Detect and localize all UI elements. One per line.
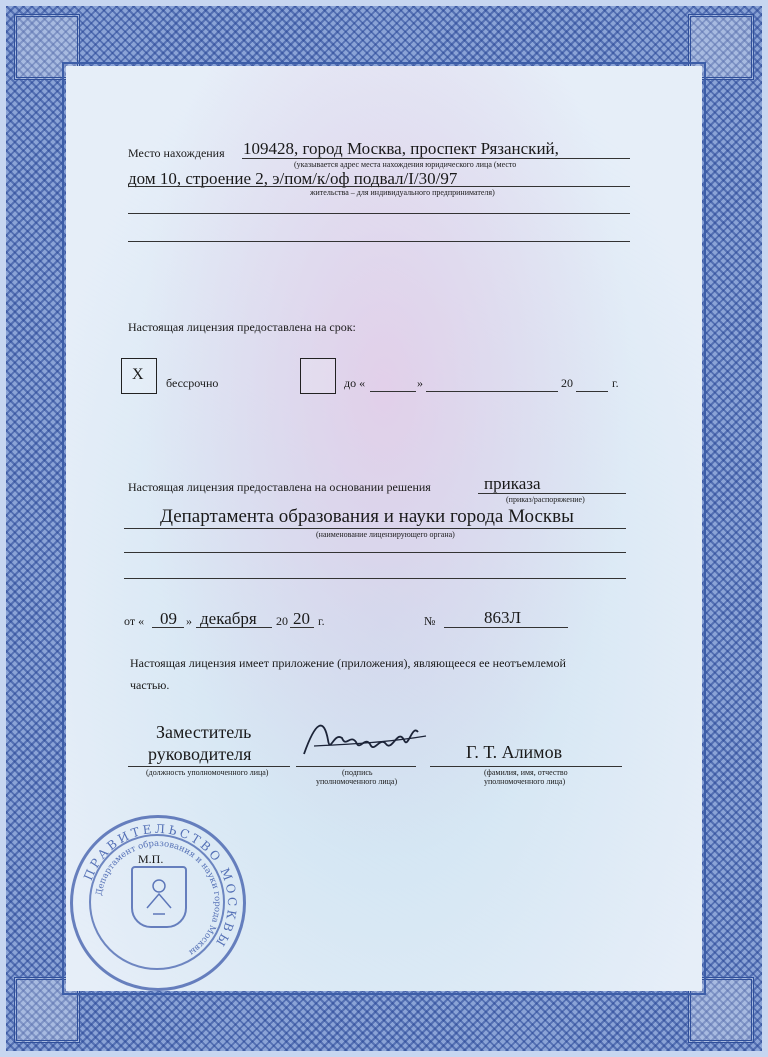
until-month-line xyxy=(426,391,558,392)
until-day-line xyxy=(370,391,416,392)
official-seal xyxy=(70,815,246,991)
unlimited-checkbox xyxy=(121,358,157,394)
signer-position-line2: руководителя xyxy=(148,744,252,764)
date-from-label: от « xyxy=(124,614,145,628)
date-year-prefix: 20 xyxy=(276,614,288,628)
basis-authority-hint: (наименование лицензирующего органа) xyxy=(316,530,455,539)
number-line xyxy=(444,627,568,628)
blank-line-1 xyxy=(128,213,630,214)
date-year-end: г. xyxy=(318,614,325,628)
signer-name: Г. Т. Алимов xyxy=(466,742,563,762)
location-hint1: (указывается адрес места нахождения юридического лица (место xyxy=(294,160,517,169)
appendix-line1: Настоящая лицензия имеет приложение (приложения), являющееся ее неотъемлемой xyxy=(130,656,566,670)
blank-line-4 xyxy=(124,578,626,579)
unlimited-mark: X xyxy=(132,366,144,383)
appendix-line2: частью. xyxy=(130,678,170,692)
until-year-prefix: 20 xyxy=(561,376,573,390)
date-close-quote: » xyxy=(186,614,192,628)
position-line xyxy=(128,766,290,767)
name-line xyxy=(430,766,622,767)
signer-position-line1: Заместитель xyxy=(156,722,252,742)
seal-outer-text: ПРАВИТЕЛЬСТВО МОСКВЫ xyxy=(81,821,240,951)
seal-ring-text xyxy=(73,818,243,988)
date-day-line xyxy=(152,627,184,628)
location-hint2: жительства – для индивидуального предпринимателя) xyxy=(310,188,495,197)
basis-label: Настоящая лицензия предоставлена на основании решения xyxy=(128,480,431,494)
license-number: 863Л xyxy=(484,608,522,627)
location-underline1 xyxy=(242,158,630,159)
date-day: 09 xyxy=(160,609,177,628)
date-year-suffix: 20 xyxy=(293,609,310,628)
term-label: Настоящая лицензия предоставлена на срок: xyxy=(128,320,356,334)
signature-hint-line2: уполномоченного лица) xyxy=(316,777,398,786)
date-year-line xyxy=(290,627,314,628)
location-label: Место нахождения xyxy=(128,146,225,160)
location-value-line1: 109428, город Москва, проспект Рязанский, xyxy=(243,139,559,158)
blank-line-2 xyxy=(128,241,630,242)
basis-doc-type-line xyxy=(478,493,626,494)
position-hint: (должность уполномоченного лица) xyxy=(146,768,269,777)
until-close-quote: » xyxy=(417,376,423,390)
basis-doc-type: приказа xyxy=(484,474,541,493)
until-year-line xyxy=(576,391,608,392)
number-label: № xyxy=(424,614,436,628)
until-label: до « xyxy=(344,376,366,390)
basis-authority: Департамента образования и науки города Москвы xyxy=(160,506,574,527)
name-hint-line2: уполномоченного лица) xyxy=(484,777,566,786)
seal-inner-text: Департамент образования и науки города Москвы xyxy=(94,838,223,957)
basis-authority-line xyxy=(124,528,626,529)
date-month-line xyxy=(196,627,272,628)
blank-line-3 xyxy=(124,552,626,553)
signature-hint-line1: (подпись xyxy=(342,768,373,777)
date-month: декабря xyxy=(200,609,257,628)
unlimited-label: бессрочно xyxy=(166,376,219,390)
until-year-suffix: г. xyxy=(612,376,619,390)
signature-line xyxy=(296,766,416,767)
name-hint-line1: (фамилия, имя, отчество xyxy=(484,768,568,777)
basis-doc-type-hint: (приказ/распоряжение) xyxy=(506,495,585,504)
location-value-line2: дом 10, строение 2, э/пом/к/оф подвал/I/30/97 xyxy=(128,169,458,188)
until-checkbox xyxy=(300,358,336,394)
location-underline2 xyxy=(128,186,630,187)
handwritten-signature xyxy=(294,714,430,768)
seal-mp-label: М.П. xyxy=(138,852,164,866)
